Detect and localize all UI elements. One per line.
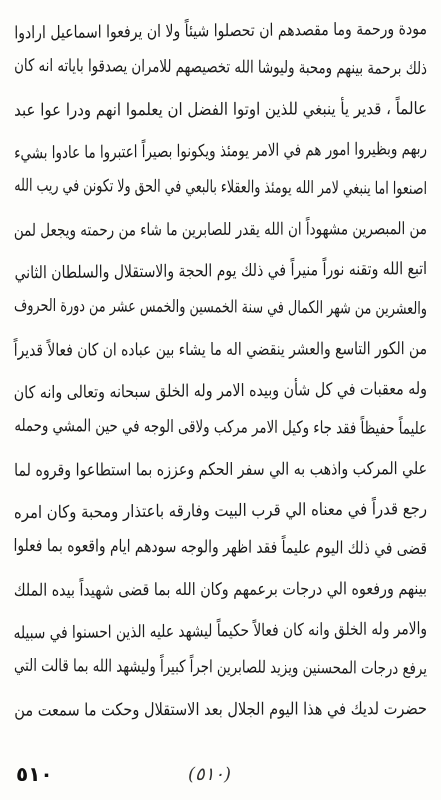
text-line-3: عالماً ، قدير يأ ينبغي للذين اوتوا الفضل ان يعلموا انهم ودرا عوا عبد	[14, 99, 428, 121]
text-line-2: ذلك برحمة بينهم ومحبة وليوشا الله تخصيصهم للامران يصدقوا باياته انه كان	[14, 55, 428, 79]
text-line-15: بينهم ورفعوه الي درجات برعمهم وكان الله بما قضى شهيداً بيده الملك	[13, 579, 428, 601]
text-line-8: والعشرين من شهر الكمال في سنة الخمسين والخمس عشر من دورة الحروف	[13, 295, 428, 319]
page-number: ٥١٠	[16, 762, 53, 786]
text-line-12: علي المركب واذهب به الي سفر الحكم وعززه بما استطاعوا وقروه لما	[14, 459, 428, 481]
text-line-5: اصنعوا اما ينبغي لامر الله يومئذ والعقلاء بالبعي في الحق ولا تكونن في ريب الله	[14, 175, 428, 199]
text-line-18: حضرت لديك في هذا اليوم الجلال بعد الاستقلال وحكت ما سمعت من	[14, 699, 428, 721]
text-line-4: ربهم وبظيروا امور هم في الامر يومئذ ويكونوا بصيراً اعتبروا ما عادوا بشيء	[14, 139, 428, 164]
text-line-17: يرفع درجات المحسنين ويزيد للصابرين اجراً كبيراً وليشهد الله بما قالت التي	[13, 655, 428, 679]
text-line-13: رجع قدراً في معناه الي قرب البيت وفارقه باعتذار ومحبة وكان امره	[13, 499, 428, 524]
text-line-16: والامر وله الخلق وانه كان فعالاً حكيماً ليشهد عليه الذين احسنوا في سبيله	[13, 619, 428, 644]
text-line-6: من المبصرين مشهوداً ان الله يقدر للصابرين ما شاء من رحمته ويجعل لمن	[13, 219, 428, 241]
text-line-11: عليماً حفيظاً فقد جاء وكيل الامر مركب ولاقى الوجه في حين المشي وحمله	[14, 415, 428, 439]
text-line-14: قضى في ذلك اليوم عليماً فقد اظهر والوجه سودهم ايام واقعوه بما فعلوا	[13, 535, 428, 559]
text-line-10: وله معقبات في كل شأن وبيده الامر وله الخلق سبحانه وتعالى وانه كان	[13, 379, 428, 404]
folio-note: (٥١٠)	[188, 764, 232, 785]
text-line-7: اتبع الله وتقنه نوراً منيراً في ذلك يوم الحجة والاستقلال والسلطان الثاني	[14, 259, 428, 284]
text-line-9: من الكور التاسع والعشر ينقضي اله ما يشاء بين عباده ان كان فعالاً قديراً	[13, 339, 428, 361]
text-line-1: مودة ورحمة وما مقصدهم ان تحصلوا شيئاً ولا ان يرفعوا اسماعيل ارادوا	[14, 19, 428, 44]
